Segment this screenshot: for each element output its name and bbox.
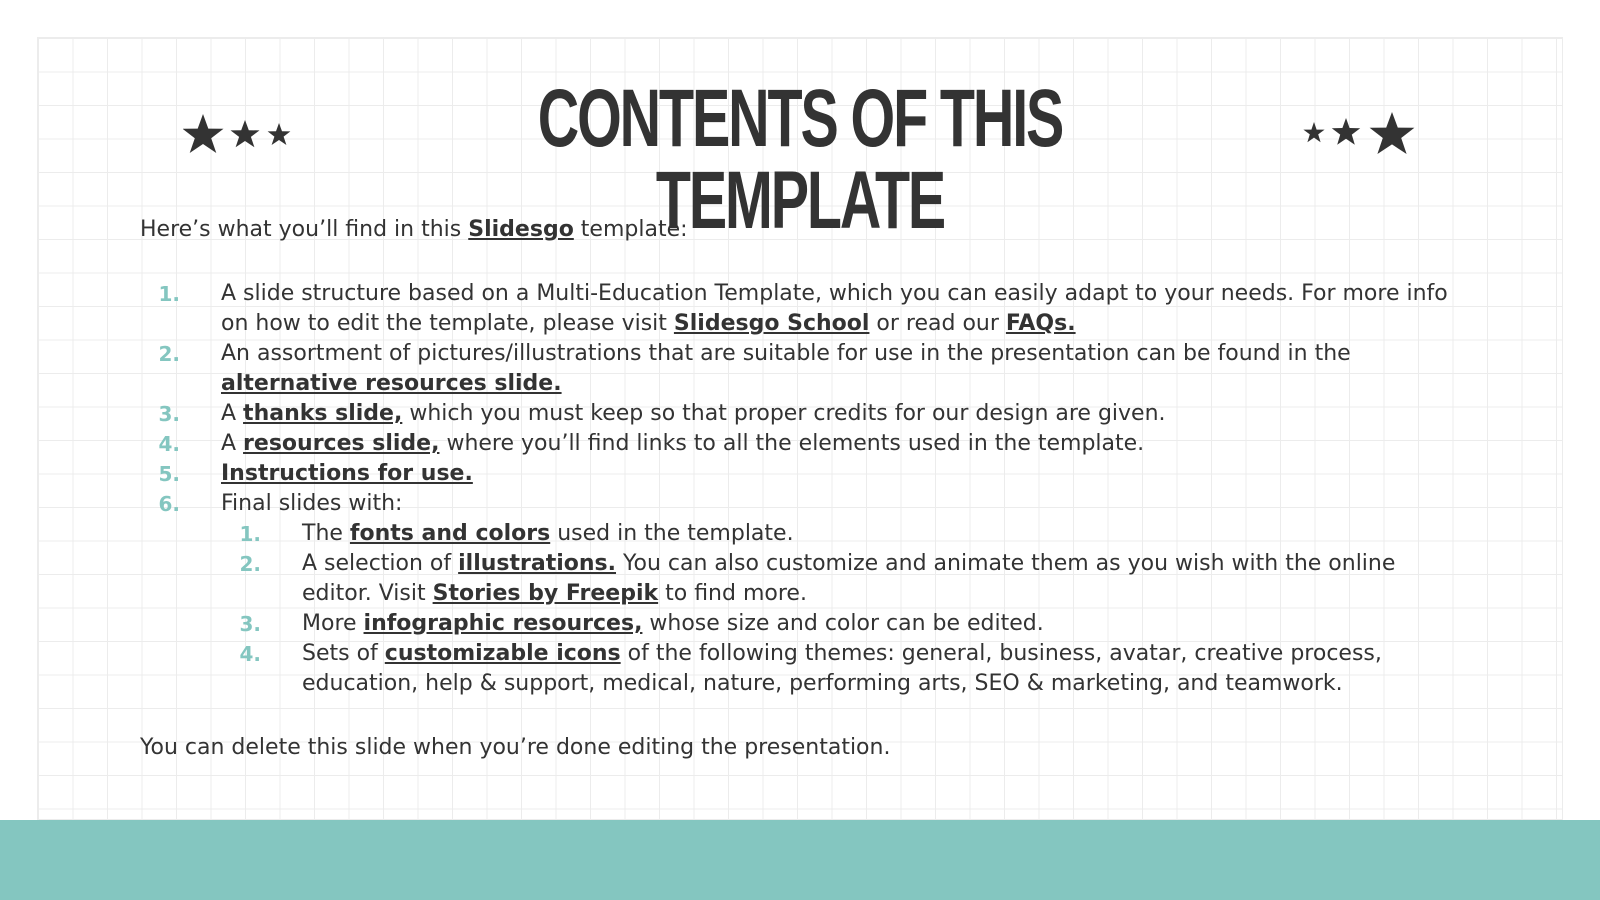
resources-slide-link[interactable]: resources slide,	[243, 431, 440, 456]
list-item: 1. A slide structure based on a Multi-Education Template, which you can easily adapt to your needs. For more info on how to edit the template, please visit Slidesgo School or read our FAQs.	[140, 279, 1460, 339]
star-icon	[231, 120, 260, 147]
star-icon	[1370, 112, 1415, 154]
star-icon	[268, 123, 291, 145]
list-item: 2. An assortment of pictures/illustrations that are suitable for use in the presentation can be found in the alternative resources slide.	[140, 339, 1460, 399]
illustrations-link[interactable]: illustrations.	[458, 551, 617, 576]
list-number: 6.	[158, 492, 180, 516]
outro-paragraph: You can delete this slide when you’re done editing the presentation.	[140, 735, 891, 760]
sub-list-item: 3. More infographic resources, whose size and color can be edited.	[221, 609, 1460, 639]
list-number: 2.	[158, 342, 180, 366]
list-number: 4.	[158, 432, 180, 456]
list-number: 1.	[239, 522, 261, 546]
stars-left-decoration	[183, 114, 303, 160]
slidesgo-school-link[interactable]: Slidesgo School	[673, 311, 870, 336]
star-icon	[1332, 118, 1360, 145]
list-number: 5.	[158, 462, 180, 486]
contents-list	[140, 279, 1460, 699]
star-icon	[1303, 122, 1324, 142]
sub-list	[221, 519, 1460, 699]
alternative-resources-link[interactable]: alternative resources slide.	[221, 371, 562, 396]
list-number: 1.	[158, 282, 180, 306]
fonts-and-colors-link[interactable]: fonts and colors	[349, 521, 551, 546]
star-icon	[183, 114, 224, 153]
instructions-link[interactable]: Instructions for use.	[221, 461, 473, 486]
list-number: 2.	[239, 552, 261, 576]
list-item: 4. A resources slide, where you’ll find links to all the elements used in the template.	[140, 429, 1460, 459]
list-number: 3.	[158, 402, 180, 426]
list-item	[140, 459, 1460, 489]
infographic-resources-link[interactable]: infographic resources,	[363, 611, 643, 636]
customizable-icons-link[interactable]: customizable icons	[384, 641, 621, 666]
sub-list-item: 4. Sets of customizable icons of the following themes: general, business, avatar, creative process, education, help & support, medical, nature, performing arts, SEO & marketing, and teamwork.	[221, 639, 1460, 699]
list-number: 3.	[239, 612, 261, 636]
list-item: 6. Final slides with: 1. The fonts and colors used in the template. 2. A selection of illustrations. You can also customize and animate them as you wish with the online editor. Visit Stories by Freepik to find more. 3. More infographic resources, whose size and color can be edited. 4. Sets of customizable icons of the following themes: general, business, avatar, creative process, education, help & support, medical, nature, performing arts, SEO & marketing, and teamwork.	[140, 489, 1460, 699]
list-number: 4.	[239, 642, 261, 666]
sub-list-item: 1. The fonts and colors used in the template.	[221, 519, 1460, 549]
page-title: CONTENTS OF THIS TEMPLATE	[537, 73, 1063, 246]
content-body	[140, 215, 1460, 763]
thanks-slide-link[interactable]: thanks slide,	[243, 401, 403, 426]
sub-list-item: 2. A selection of illustrations. You can also customize and animate them as you wish with the online editor. Visit Stories by Freepik to find more.	[221, 549, 1460, 609]
stars-right-decoration	[1302, 112, 1418, 160]
faqs-link[interactable]: FAQs.	[1005, 311, 1076, 336]
list-item: 3. A thanks slide, which you must keep so that proper credits for our design are given.	[140, 399, 1460, 429]
slidesgo-link[interactable]: Slidesgo	[468, 217, 574, 242]
stories-by-freepik-link[interactable]: Stories by Freepik	[432, 581, 659, 606]
intro-paragraph: Here’s what you’ll find in this Slidesgo template:	[140, 217, 688, 242]
footer-band	[0, 820, 1600, 900]
